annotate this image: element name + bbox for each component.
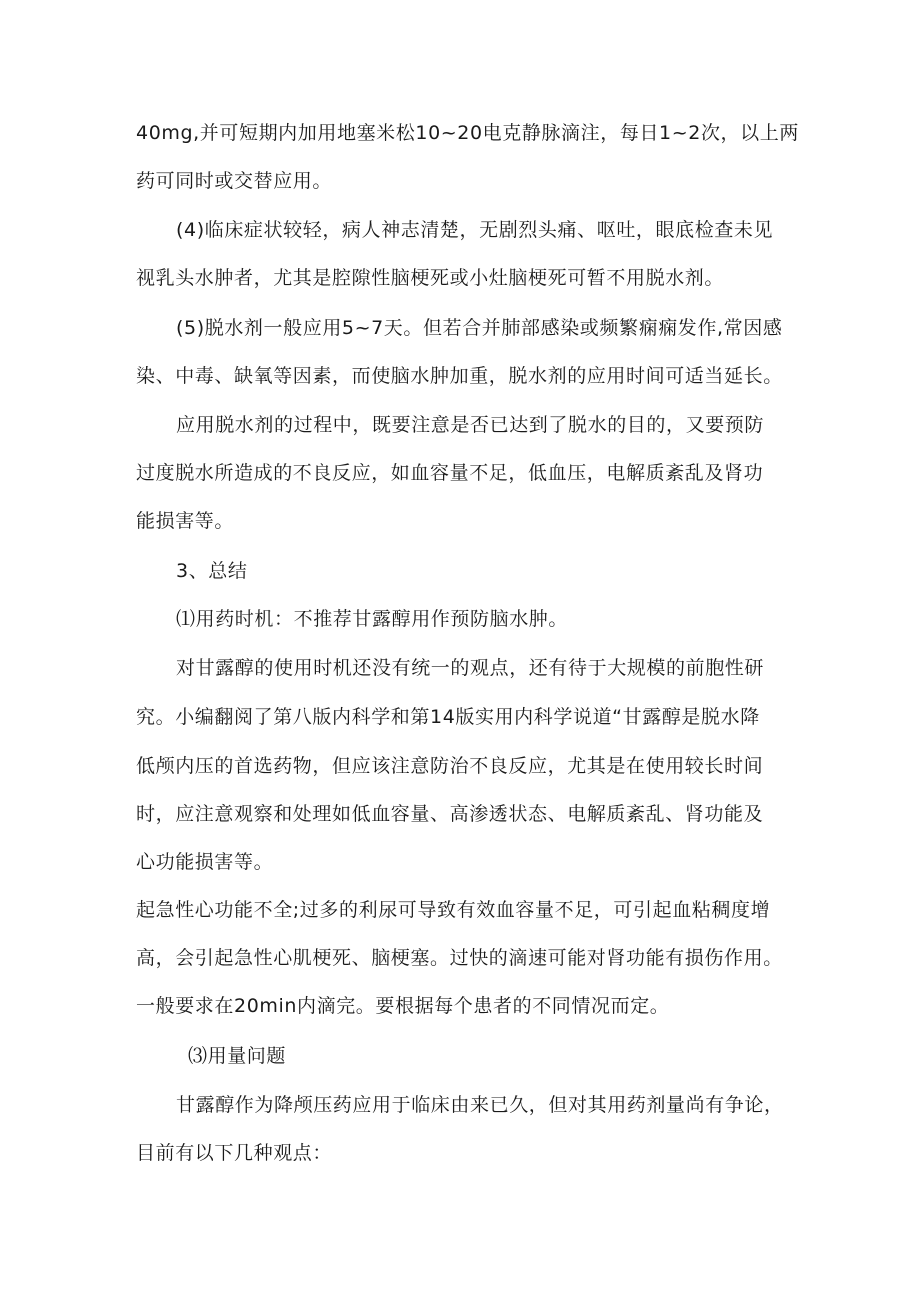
- text-line: 究。小编翻阅了第八版内科学和第14版实用内科学说道“甘露醇是脱水降: [136, 706, 760, 728]
- text-line: 视乳头水肿者，尤其是腔隙性脑梗死或小灶脑梗死可暂不用脱水剂。: [136, 267, 725, 289]
- paragraph-start: 甘露醇作为降颅压药应用于临床由来已久，但对其用药剂量尚有争论，: [176, 1094, 784, 1116]
- paragraph-start: 应用脱水剂的过程中，既要注意是否已达到了脱水的目的，又要预防: [176, 414, 765, 436]
- text-line: 一般要求在20min内滴完。要根据每个患者的不同情况而定。: [136, 995, 670, 1017]
- subheading-timing: ⑴用药时机：不推荐甘露醇用作预防脑水肿。: [176, 608, 569, 630]
- text-line: 40mg,并可短期内加用地塞米松10~20电克静脉滴注，每日1~2次，以上两: [136, 122, 799, 144]
- text-line: 目前有以下几种观点：: [136, 1142, 333, 1164]
- text-line: 时，应注意观察和处理如低血容量、高渗透状态、电解质紊乱、肾功能及: [136, 803, 764, 825]
- text-line: 染、中毒、缺氧等因素，而使脑水肿加重，脱水剂的应用时间可适当延长。: [136, 365, 783, 387]
- text-line: 低颅内压的首选药物，但应该注意防治不良反应，尤其是在使用较长时间: [136, 755, 764, 777]
- text-line: 起急性心功能不全;过多的利尿可导致有效血容量不足，可引起血粘稠度增: [136, 899, 771, 921]
- subheading-dosage: ⑶用量问题: [188, 1045, 287, 1067]
- section-heading-summary: 3、总结: [176, 560, 248, 582]
- paragraph-start: 对甘露醇的使用时机还没有统一的观点，还有待于大规模的前胞性研: [176, 657, 765, 679]
- text-line: 高，会引起急性心肌梗死、脑梗塞。过快的滴速可能对肾功能有损伤作用。: [136, 947, 783, 969]
- paragraph-item-4: (4)临床症状较轻，病人神志清楚，无剧烈头痛、呕吐，眼底检查未见: [176, 219, 774, 241]
- text-line: 能损害等。: [136, 510, 235, 532]
- paragraph-item-5: (5)脱水剂一般应用5~7天。但若合并肺部感染或频繁痫痫发作,常因感: [176, 317, 783, 339]
- text-line: 药可同时或交替应用。: [136, 170, 333, 192]
- text-line: 过度脱水所造成的不良反应，如血容量不足，低血压，电解质紊乱及肾功: [136, 462, 764, 484]
- text-line: 心功能损害等。: [136, 851, 274, 873]
